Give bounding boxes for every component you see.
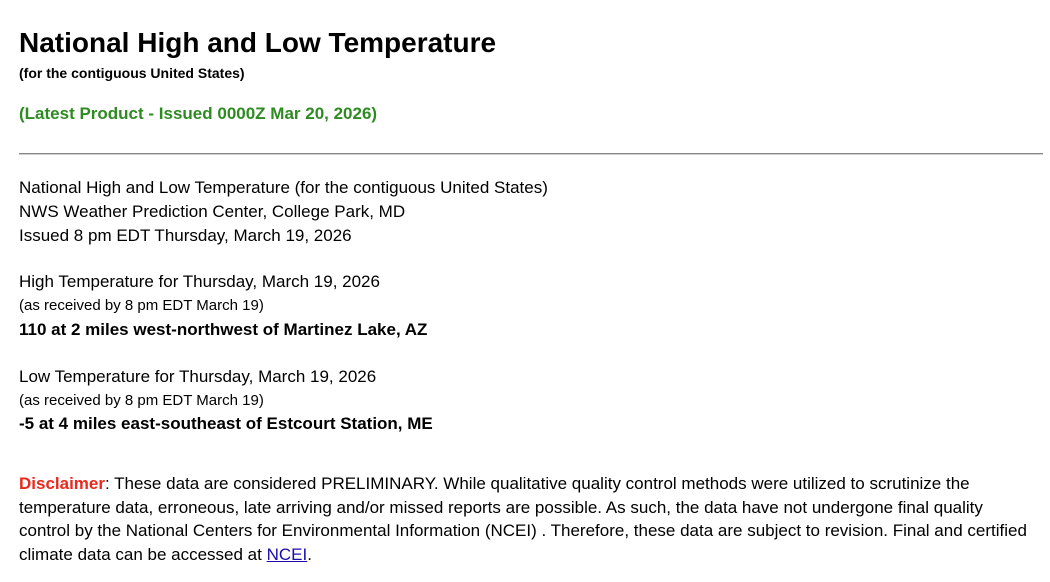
horizontal-divider xyxy=(19,153,1043,155)
product-title-line: National High and Low Temperature (for the contiguous United States) xyxy=(19,178,548,197)
high-temp-heading: High Temperature for Thursday, March 19, 2026 xyxy=(19,272,380,291)
page-title: National High and Low Temperature xyxy=(19,27,497,58)
high-temp-value: 110 at 2 miles west-northwest of Martinez Lake, AZ xyxy=(19,320,428,339)
disclaimer-paragraph xyxy=(19,472,1029,566)
product-office-line: NWS Weather Prediction Center, College Park, MD xyxy=(19,202,406,221)
disclaimer-text: : These data are considered PRELIMINARY. While qualitative quality control methods were utilized to scrutinize the temperature data, erroneous, late arriving and/or missed reports are possible. As such, the data have not undergone final quality control by the National Centers for Environmental Information (NCEI) . Therefore, these data are subject to revision. Final and certified climate data can be accessed at xyxy=(19,474,1027,564)
page-subtitle: (for the contiguous United States) xyxy=(19,65,245,81)
disclaimer-end: . xyxy=(307,544,312,564)
low-temp-received: (as received by 8 pm EDT March 19) xyxy=(19,392,264,409)
ncei-link[interactable]: NCEI xyxy=(266,544,308,564)
low-temp-value: -5 at 4 miles east-southeast of Estcourt Station, ME xyxy=(19,414,433,433)
latest-product-issued: (Latest Product - Issued 0000Z Mar 20, 2026) xyxy=(19,104,378,123)
high-temp-received: (as received by 8 pm EDT March 19) xyxy=(19,297,264,314)
disclaimer-label: Disclaimer xyxy=(19,474,105,493)
product-issued-line: Issued 8 pm EDT Thursday, March 19, 2026 xyxy=(19,226,352,245)
low-temp-heading: Low Temperature for Thursday, March 19, 2026 xyxy=(19,367,377,386)
